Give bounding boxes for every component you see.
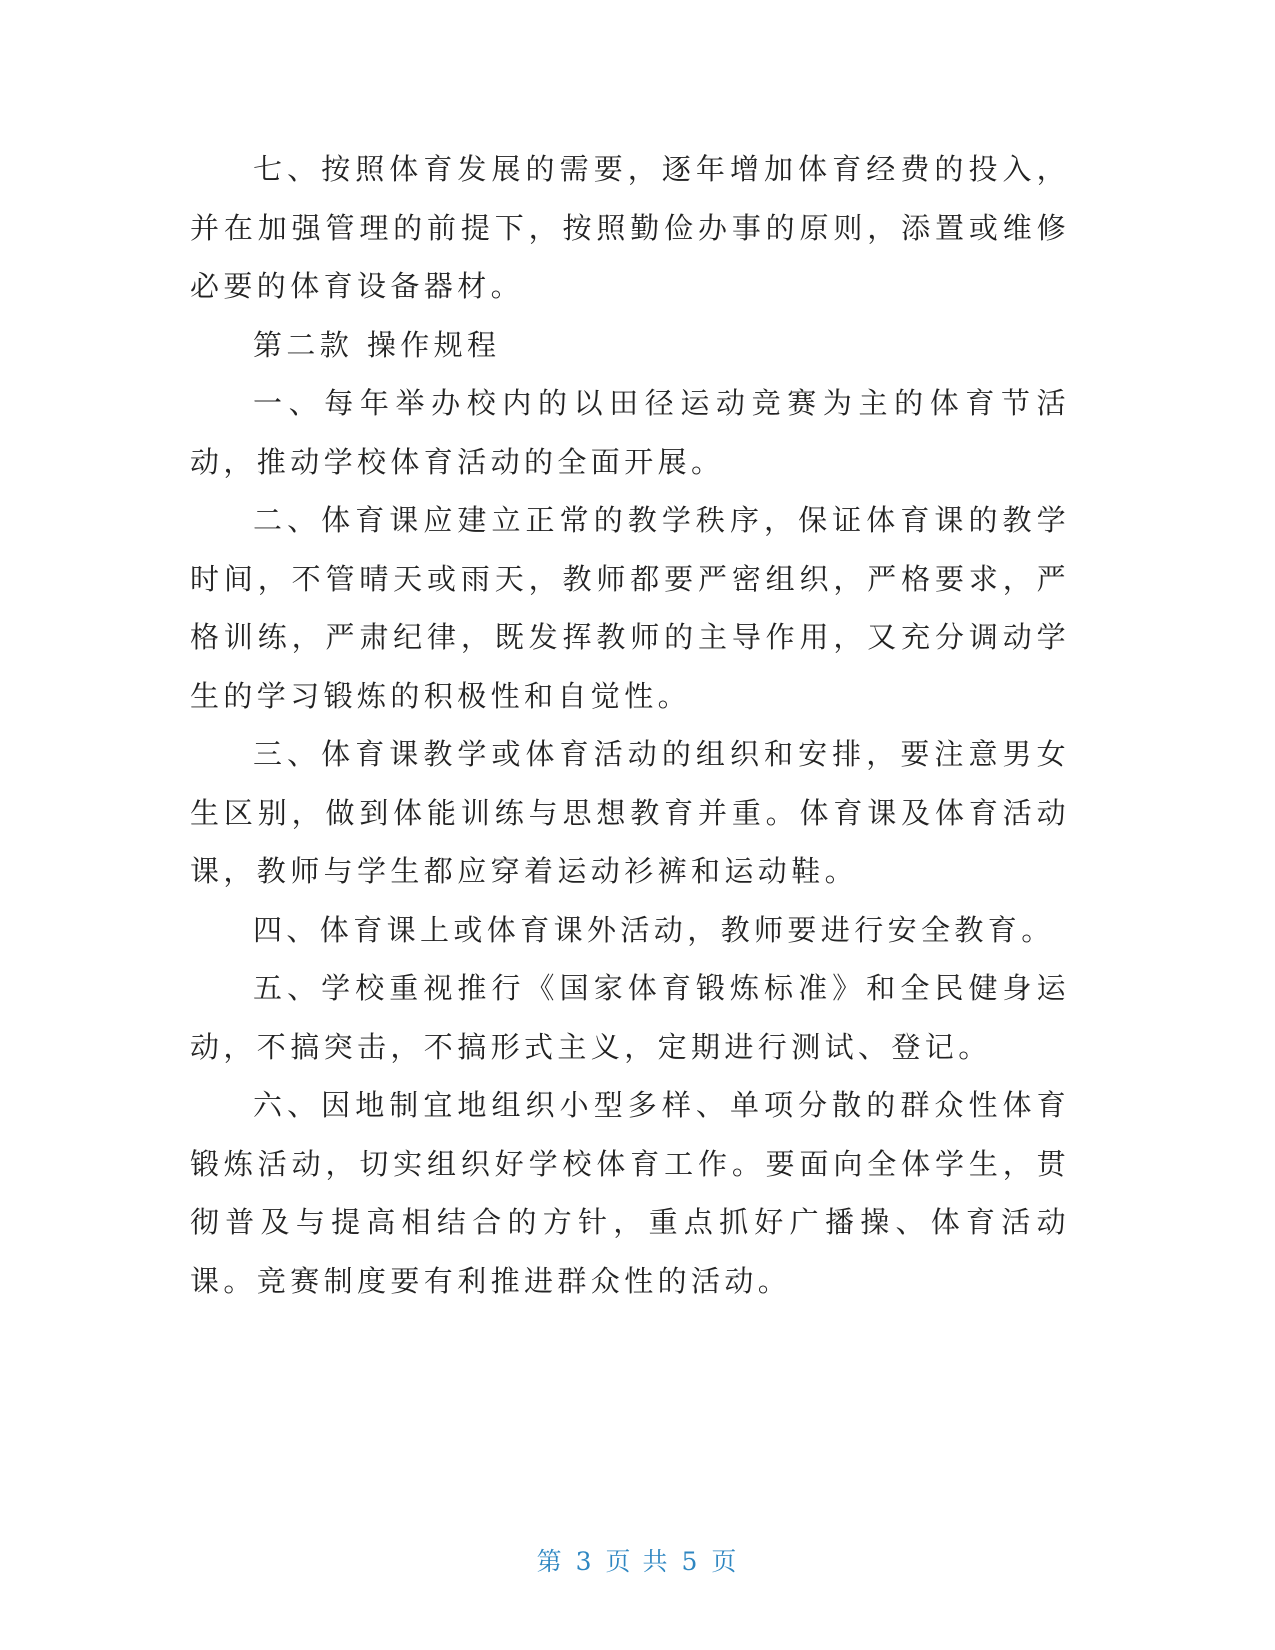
paragraph-item-7: 七、按照体育发展的需要，逐年增加体育经费的投入，并在加强管理的前提下，按照勤俭办事的原则，添置或维修必要的体育设备器材。 [190,152,1070,303]
section-heading: 第二款 操作规程 [253,327,501,362]
footer-total-pages: 5 [681,1547,700,1576]
footer-suffix: 页 [711,1547,739,1576]
footer-middle: 页 共 [605,1547,670,1576]
footer-current-page: 3 [575,1547,594,1576]
paragraph-item-6: 六、因地制宜地组织小型多样、单项分散的群众性体育锻炼活动，切实组织好学校体育工作。要面向全体学生，贯彻普及与提高相结合的方针，重点抓好广播操、体育活动课。竞赛制度要有利推进群众性的活动。 [190,1088,1070,1298]
paragraph-item-4: 四、体育课上或体育课外活动，教师要进行安全教育。 [253,912,1055,947]
paragraph-item-5: 五、学校重视推行《国家体育锻炼标准》和全民健身运动，不搞突击，不搞形式主义，定期进行测试、登记。 [190,971,1070,1064]
paragraph-item-1: 一、每年举办校内的以田径运动竞赛为主的体育节活动，推动学校体育活动的全面开展。 [190,386,1070,479]
paragraph-item-3: 三、体育课教学或体育活动的组织和安排，要注意男女生区别，做到体能训练与思想教育并重。体育课及体育活动课，教师与学生都应穿着运动衫裤和运动鞋。 [190,737,1070,888]
document-body [190,140,1070,1310]
page-footer [0,1542,1275,1578]
paragraph-item-2: 二、体育课应建立正常的教学秩序，保证体育课的教学时间，不管晴天或雨天，教师都要严密组织，严格要求，严格训练，严肃纪律，既发挥教师的主导作用，又充分调动学生的学习锻炼的积极性和自觉性。 [190,503,1070,713]
footer-prefix: 第 [536,1547,564,1576]
